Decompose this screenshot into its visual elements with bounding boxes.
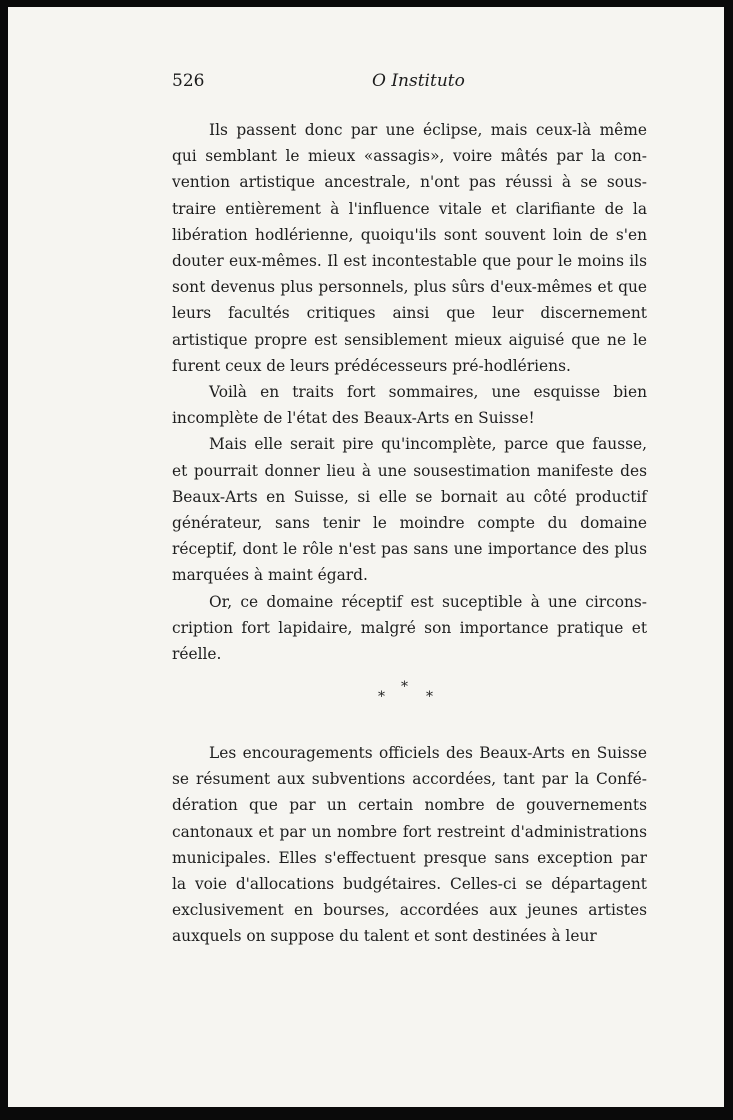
separator-asterisk: * [426, 689, 433, 705]
book-page [8, 7, 724, 1107]
section-separator [368, 677, 448, 707]
paragraph: Voilà en traits fort sommaires, une esquisse bien incomplète de l'état des Beaux-Arts en Suisse! [172, 383, 647, 428]
separator-asterisk: * [378, 689, 385, 705]
body-text-bottom [172, 740, 647, 950]
page-number: 526 [172, 71, 205, 91]
separator-asterisk: * [401, 679, 408, 695]
paragraph: Or, ce domaine réceptif est suceptible à une circonscription fort lapidaire, malgré son importance pratique et réelle. [172, 592, 647, 664]
paragraph: Mais elle serait pire qu'incomplète, parce que fausse, et pourrait donner lieu à une sousestimation manifeste des Beaux-Arts en Suisse, si elle se bornait au côté productif générateur, sans tenir le moindre compte du domaine réceptif, dont le rôle n'est pas sans une importance des plus marquées à maint égard. [172, 435, 647, 585]
paragraph: Ils passent donc par une éclipse, mais ceux-là même qui semblant le mieux «assagis», voire mâtés par la convention artistique ancestrale, n'ont pas réussi à se soustraire entièrement à l'influence vitale et clarifiante de la libération hodlérienne, quoiqu'ils sont souvent loin de s'en douter eux-mêmes. Il est incontestable que pour le moins ils sont devenus plus personnels, plus sûrs d'eux-mêmes et que leurs facultés critiques ainsi que leur discernement artistique propre est sensiblement mieux aiguisé que ne le furent ceux de leurs prédécesseurs pré-hodlériens. [172, 121, 647, 375]
running-title: O Instituto [372, 71, 465, 91]
paragraph: Les encouragements officiels des Beaux-Arts en Suisse se résument aux subventions accordées, tant par la Confédération que par un certain nombre de gouvernements cantonaux et par un nombre fort restreint d'administrations municipales. Elles s'effectuent presque sans exception par la voie d'allocations budgétaires. Celles-ci se départagent exclusivement en bourses, accordées aux jeunes artistes auxquels on suppose du talent et sont destinées à leur [172, 744, 647, 946]
page-header [172, 71, 652, 95]
body-text-top [172, 117, 647, 667]
